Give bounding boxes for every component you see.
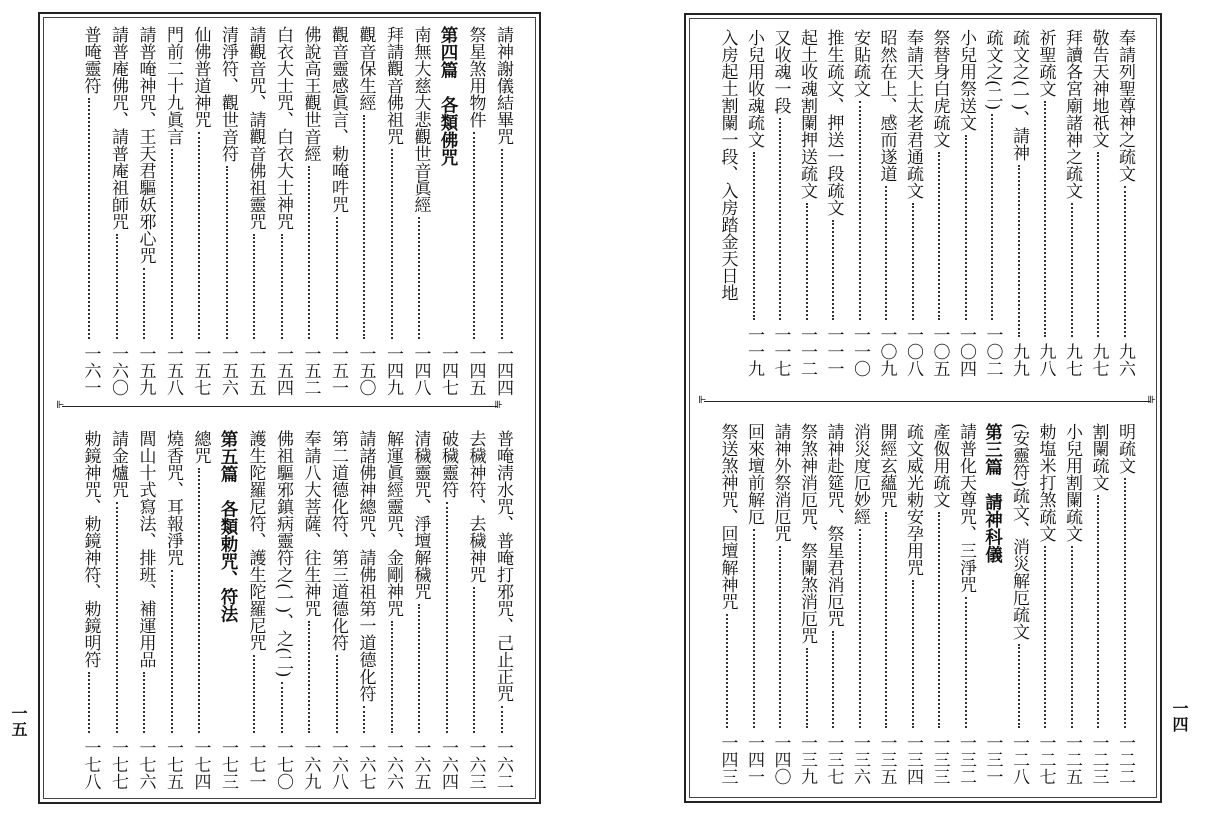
leader-dots [198,132,200,339]
toc-entry-title: 第二道德化符、第三道德化符 [328,430,348,651]
leader-dots [753,529,755,728]
leader-dots [391,149,393,339]
toc-entry-title: 白衣大士咒、白衣大士神咒 [273,26,293,230]
toc-entry-title: 推生疏文、押送一段疏文 [823,29,844,216]
toc-entry-page: 一四九 [383,345,403,396]
toc-entry [186,26,214,396]
toc-entry-page: 一三六 [850,734,870,785]
leader-dots [1071,203,1073,337]
toc-entry-page: 一六七 [355,739,376,790]
toc-entry-page: 一五五 [245,345,266,396]
toc-entry-title: 祭星煞用物件 [465,26,486,128]
toc-entry-page: 一五六 [218,345,238,396]
toc-entry-title: 請普化天尊咒、三淨咒 [956,423,976,593]
toc-entry-title: 請普唵神咒、王天君驅妖邪心咒 [135,26,156,264]
toc-entry [847,29,874,377]
toc-entry-page: 一三四 [903,734,923,785]
toc-entry [489,430,517,790]
toc-entry-page: 一七七 [108,739,128,790]
toc-entry-title: 敬告天神地祇文 [1088,29,1109,148]
leader-dots [1018,644,1020,728]
leader-dots [1044,101,1046,337]
toc-entry [926,423,953,785]
toc-entry-title: 回來壇前解厄 [744,423,764,525]
toc-entry-title: 第四篇 各類佛咒 [438,26,458,166]
left-page [0,0,600,815]
leader-dots [418,217,420,339]
toc-entry-title: 祭送煞神咒、回壇解神咒 [717,423,738,610]
toc-entry-title: 勅鏡神咒、勅鏡神符、勅鏡明符 [80,430,101,668]
toc-entry [434,430,462,790]
page-number: 一五 [9,705,28,737]
leader-dots [501,149,503,339]
toc-entry-title: 普唵淸水咒、普唵打邪咒、己止正咒 [493,430,513,702]
toc-entry [159,26,187,396]
toc-entry-title: 安貼疏文 [850,29,870,97]
toc-entry-page: 一一九 [744,326,764,377]
toc-entry [324,430,352,790]
toc-entry-page: 一六四 [438,739,458,790]
toc-entry-page: 九九 [1009,343,1029,377]
toc-entry [461,430,489,790]
toc-entry [324,26,352,396]
leader-dots [885,186,887,320]
toc-entry-page: 一六九 [300,739,321,790]
leader-dots [446,502,448,733]
leader-dots [88,672,90,733]
toc-entry-title: 小兒用割闌疏文 [1062,423,1082,542]
leader-dots [501,706,503,733]
toc-entry-title: 解運眞經靈咒、金剛神咒 [383,430,403,617]
toc-entry-page: 一二七 [1035,734,1056,785]
toc-entry-page: 一三一 [982,734,1003,785]
leader-dots [363,115,365,339]
toc-entry-page: 一一七 [770,326,791,377]
toc-entry-title: 產伮用疏文 [929,423,950,508]
toc-entry-title: 普唵靈符 [80,26,101,94]
toc-entry-page: 九六 [1115,343,1135,377]
toc-entry-page: 一四三 [717,734,738,785]
toc-entry-page: 一三五 [876,734,897,785]
toc-entry-page: 一五八 [163,345,183,396]
leader-dots [226,166,228,339]
toc-entry-page: 一五二 [300,345,321,396]
leader-dots [171,149,173,339]
toc-entry-title: 清淨符、觀世音符 [218,26,238,162]
toc-entry [900,29,927,377]
toc-entry-title: 閭山十式寫法、排班、補運用品 [135,430,156,668]
toc-entry-title: 小兒用祭送文 [956,29,976,131]
leader-dots [308,621,310,733]
toc-entry [1032,423,1059,785]
leader-dots [859,101,861,320]
toc-entry-page: 九八 [1035,343,1056,377]
toc-entry-page: 一〇五 [929,326,950,377]
leader-dots [198,468,200,733]
toc-entry [76,430,104,790]
leader-dots [143,672,145,733]
toc-entry-title: 南無大慈大悲觀世音眞經 [410,26,431,213]
toc-entry-page: 一四〇 [770,734,791,785]
toc-entry-page: 一七六 [135,739,156,790]
toc-entry [131,430,159,790]
toc-entry [76,26,104,396]
toc-entry [406,26,434,396]
toc-entry-title: 總咒 [190,430,211,464]
leader-dots [88,98,90,339]
toc-entry [296,26,324,396]
toc-entry-title: 割闌疏文 [1088,423,1109,491]
toc-entry [953,29,980,377]
leader-dots [143,268,145,339]
toc-entry-title: 起土收魂割闌押送疏文 [797,29,817,199]
toc-entry-title: 疏文之(一)、請神 [1009,29,1029,162]
toc-entry [767,29,794,377]
toc-entry [1085,423,1112,785]
leader-dots [991,114,993,320]
toc-heading [979,423,1006,785]
toc-entry [1085,29,1112,377]
toc-entry [104,430,132,790]
toc-bottom-section [694,423,1138,785]
toc-entry-page: 一〇九 [876,326,897,377]
toc-entry-page: 一一二 [797,326,817,377]
toc-entry-title: 請諸佛神總咒、請佛祖第一道德化符 [355,430,376,702]
leader-dots [308,166,310,339]
leader-dots [336,217,338,339]
toc-entry-title: 護生陀羅尼符、護生陀羅尼咒 [245,430,266,651]
toc-entry-title: 請金爐咒 [108,430,128,498]
leader-dots [418,604,420,733]
leader-dots [253,234,255,339]
toc-entry-page: 一七一 [245,739,266,790]
toc-entry-title: 祭替身白虎疏文 [929,29,950,148]
toc-entry [847,423,874,785]
toc-entry-page: 一〇二 [982,326,1003,377]
leader-dots [859,529,861,728]
leader-dots [473,587,475,733]
toc-entry [873,423,900,785]
leader-dots [1124,478,1126,728]
toc-entry [741,423,768,785]
leader-dots [806,648,808,728]
toc-entry-title: 疏文之(二) [982,29,1003,111]
toc-entry-title: 請神赴筵咒、祭星君消厄咒 [823,423,844,627]
toc-entry [241,26,269,396]
toc-entry-title: 清穢靈咒、淨壇解穢咒 [410,430,431,600]
leader-dots [965,135,967,320]
toc-entry-title: 拜請觀音佛祖咒 [383,26,403,145]
leader-dots [832,631,834,728]
toc-entry-title: 去穢神符、去穢神咒 [465,430,486,583]
leader-dots [779,118,781,320]
toc-entry-page: 一七五 [163,739,183,790]
toc-entry-title: 又收魂一段 [770,29,791,114]
toc-entry-page: 一二三 [1088,734,1109,785]
toc-entry [926,29,953,377]
toc-entry [351,26,379,396]
leader-dots [336,655,338,733]
toc-entry [1059,423,1086,785]
toc-entry-title: 小兒用收魂疏文 [744,29,764,148]
toc-entry-page: 一六六 [383,739,403,790]
leader-dots [938,512,940,728]
toc-entry-title: 祭煞神消厄咒、祭闌煞消厄咒 [797,423,817,644]
leader-dots [832,220,834,320]
leader-dots [1097,495,1099,728]
toc-entry [1032,29,1059,377]
toc-entry [269,26,297,396]
leader-dots [253,655,255,733]
toc-entry [379,26,407,396]
toc-entry [820,423,847,785]
toc-entry-page: 一〇四 [956,326,976,377]
toc-entry-title: 佛祖驅邪鎮病靈符之(一)、之(二) [273,430,293,678]
toc-entry-title: 仙佛普道神咒 [190,26,211,128]
toc-entry-page: 一二八 [1009,734,1029,785]
toc-entry-page: 一六八 [328,739,348,790]
toc-entry [269,430,297,790]
toc-bottom-section [50,430,516,790]
toc-entry [714,423,741,785]
toc-entry-page: 一一〇 [850,326,870,377]
toc-entry [1006,423,1033,785]
toc-entry-page: 一五一 [328,345,348,396]
leader-dots [116,234,118,339]
toc-entry-page: 一一一 [823,326,844,377]
toc-entry-title: 破穢靈符 [438,430,458,498]
toc-entry-page: 九七 [1088,343,1109,377]
toc-entry-page: 一〇八 [903,326,923,377]
toc-entry-page: 一四七 [438,345,458,396]
toc-entry [1006,29,1033,377]
toc-entry-page: 一二二 [1115,734,1135,785]
right-page [640,0,1209,815]
leader-dots [726,614,728,728]
leader-dots [1044,546,1046,728]
toc-entry-page: 一四八 [410,345,431,396]
leader-dots [1071,546,1073,728]
toc-entry-title: (安靈符)疏文、消災解厄疏文 [1009,423,1029,641]
toc-entry-page: 一二五 [1062,734,1082,785]
toc-entry-page: 一四一 [744,734,764,785]
toc-entry-title: 觀音靈感眞言、勅唵吽咒 [328,26,348,213]
toc-entry-page: 一四五 [465,345,486,396]
toc-entry-title: 請神外祭消厄咒 [770,423,791,542]
toc-entry [379,430,407,790]
toc-entry [979,29,1006,377]
toc-entry-title: 佛說高王觀世音經 [300,26,321,162]
toc-entry-title: 燒香咒、耳報淨咒 [163,430,183,566]
leader-dots [965,597,967,728]
toc-entry [186,430,214,790]
leader-dots [1018,165,1020,337]
leader-dots [473,132,475,339]
toc-entry-page: 一六三 [465,739,486,790]
toc-top-section [50,26,516,396]
toc-entry [900,423,927,785]
toc-entry [104,26,132,396]
toc-entry-page: 一三九 [797,734,817,785]
toc-entry-page: 一七三 [218,739,238,790]
page-number: 一四 [1170,700,1189,732]
leader-dots [806,203,808,320]
toc-entry [794,29,821,377]
toc-entry-title: 拜讀各宮廟諸神之疏文 [1062,29,1082,199]
toc-entry [767,423,794,785]
toc-entry [351,430,379,790]
toc-entry-page: 一七四 [190,739,211,790]
toc-heading [214,430,242,790]
toc-entry [1059,29,1086,377]
toc-entry-title: 勅塩米打煞疏文 [1035,423,1056,542]
toc-entry-page: 一三七 [823,734,844,785]
toc-entry-title: 觀音保生經 [355,26,376,111]
toc-entry [241,430,269,790]
toc-entry-title: 奉請天上太老君通疏文 [903,29,923,199]
toc-entry-title: 奉請八大菩薩、往生神咒 [300,430,321,617]
toc-entry-page: 一五九 [135,345,156,396]
toc-entry-page: 一五四 [273,345,293,396]
toc-entry [461,26,489,396]
toc-entry [489,26,517,396]
toc-entry-title: 請觀音咒、請觀音佛祖靈咒 [245,26,266,230]
toc-entry-page: 一六二 [493,739,513,790]
toc-entry-title: 昭然在上、感而遂道 [876,29,897,182]
leader-dots [912,580,914,728]
toc-entry [714,29,741,377]
toc-entry-title: 第五篇 各類勅咒、符法 [218,430,238,623]
leader-dots [363,706,365,733]
leader-dots [779,546,781,728]
toc-entry-page: 一六一 [80,345,101,396]
toc-entry [131,26,159,396]
toc-entry [1112,29,1139,377]
toc-entry-page: 一四四 [493,345,513,396]
toc-top-section [694,29,1138,377]
section-divider: ⊩ ⊪ [56,400,503,411]
toc-entry-page: 一六〇 [108,345,128,396]
toc-entry-title: 開經玄蘊咒 [876,423,897,508]
toc-entry [873,29,900,377]
toc-entry-page: 一五七 [190,345,211,396]
section-divider: ⊩ ⊪ [698,395,1156,406]
toc-entry [159,430,187,790]
leader-dots [171,570,173,733]
toc-entry-title: 請神謝儀結畢咒 [493,26,513,145]
toc-entry-page: 一七八 [80,739,101,790]
toc-entry-title: 疏文威光勅安孕用咒 [903,423,923,576]
toc-entry [406,430,434,790]
leader-dots [281,234,283,339]
leader-dots [1124,186,1126,337]
leader-dots [912,203,914,320]
toc-entry-page: 一七〇 [273,739,293,790]
leader-dots [1097,152,1099,337]
toc-entry-page: 一六五 [410,739,431,790]
leader-dots [116,502,118,733]
toc-entry-page: 九七 [1062,343,1082,377]
right-page-frame [684,13,1162,803]
toc-entry-page: 一五〇 [355,345,376,396]
toc-entry-page: 一三三 [929,734,950,785]
toc-entry [741,29,768,377]
toc-entry [820,29,847,377]
leader-dots [281,682,283,733]
toc-entry-page: 一三二 [956,734,976,785]
toc-entry-title: 祈聖疏文 [1035,29,1056,97]
leader-dots [885,512,887,728]
toc-entry-title: 請普庵佛咒、請普庵祖師咒 [108,26,128,230]
toc-entry [296,430,324,790]
toc-entry [794,423,821,785]
toc-entry-title: 入房起土割闌一段、入房踏金天日地 [717,29,738,301]
toc-entry-title: 奉請列聖尊神之疏文 [1115,29,1135,182]
toc-entry-title: 明疏文 [1115,423,1135,474]
toc-entry-title: 消災度厄妙經 [850,423,870,525]
leader-dots [753,152,755,320]
toc-entry-title: 門前二十九眞言 [163,26,183,145]
toc-entry-title: 第三篇 請神科儀 [982,423,1003,563]
toc-entry [953,423,980,785]
toc-entry [1112,423,1139,785]
leader-dots [938,152,940,320]
toc-entry [214,26,242,396]
toc-heading [434,26,462,396]
left-page-frame [38,12,541,804]
leader-dots [391,621,393,733]
